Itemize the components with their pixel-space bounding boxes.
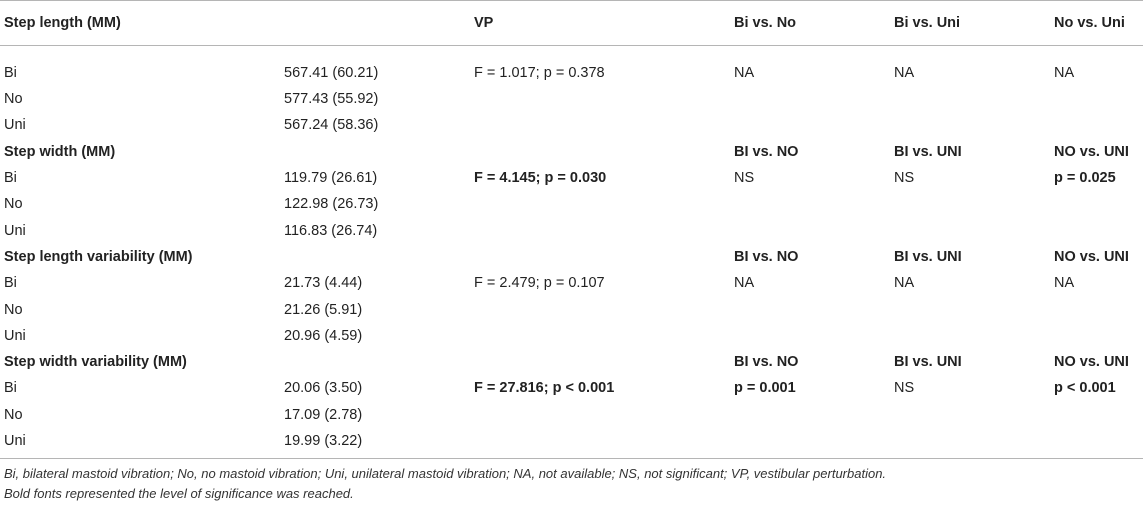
table-row	[0, 375, 1143, 401]
row-label: No	[4, 91, 23, 108]
row-mean: 21.26 (5.91)	[284, 301, 363, 318]
header-step-length: Step length (MM)	[0, 1, 280, 46]
section-no-vs-uni: NO vs. UNI	[1054, 248, 1129, 265]
row-vp: F = 4.145; p = 0.030	[474, 170, 607, 187]
row-bi-vs-uni: NA	[894, 275, 915, 292]
section-no-vs-uni: NO vs. UNI	[1054, 354, 1129, 371]
table-row	[0, 217, 1143, 243]
header-row	[0, 1, 1143, 46]
row-mean: 20.96 (4.59)	[284, 327, 363, 344]
row-label: Uni	[4, 433, 26, 449]
table-row	[0, 296, 1143, 322]
row-mean: 21.73 (4.44)	[284, 275, 363, 292]
row-vp: F = 2.479; p = 0.107	[474, 275, 605, 292]
section-title: Step width variability (MM)	[4, 354, 187, 371]
row-mean: 567.24 (58.36)	[284, 117, 379, 134]
row-label: Bi	[4, 380, 17, 397]
table-row	[0, 270, 1143, 296]
table-row	[0, 165, 1143, 191]
table-row	[0, 323, 1143, 349]
row-no-vs-uni: NA	[1054, 275, 1075, 292]
row-label: Bi	[4, 275, 17, 292]
section-bi-vs-no: BI vs. NO	[734, 354, 799, 371]
row-label: No	[4, 406, 23, 423]
row-label: No	[4, 301, 23, 318]
header-no-vs-uni: No vs. Uni	[1050, 1, 1143, 46]
table-row	[0, 112, 1143, 138]
row-bi-vs-uni: NA	[894, 65, 915, 81]
row-mean: 567.41 (60.21)	[284, 65, 379, 81]
row-bi-vs-no: NS	[734, 170, 755, 187]
row-mean: 119.79 (26.61)	[284, 170, 378, 187]
table-row	[0, 86, 1143, 112]
header-bi-vs-no: Bi vs. No	[730, 1, 890, 46]
row-no-vs-uni: NA	[1054, 65, 1075, 81]
section-title: Step width (MM)	[4, 143, 116, 160]
row-vp: F = 27.816; p < 0.001	[474, 380, 615, 397]
header-empty	[280, 1, 470, 46]
row-label: Bi	[4, 65, 17, 81]
row-mean: 122.98 (26.73)	[284, 196, 379, 213]
row-label: Bi	[4, 170, 17, 187]
header-bi-vs-uni: Bi vs. Uni	[890, 1, 1050, 46]
table-row	[0, 191, 1143, 217]
row-label: Uni	[4, 222, 26, 239]
table-row	[0, 402, 1143, 428]
row-vp: F = 1.017; p = 0.378	[474, 65, 605, 81]
row-label: Uni	[4, 327, 26, 344]
section-no-vs-uni: NO vs. UNI	[1054, 143, 1129, 160]
table-row	[0, 428, 1143, 460]
row-bi-vs-uni: NS	[894, 170, 915, 187]
row-mean: 20.06 (3.50)	[284, 380, 363, 397]
row-no-vs-uni: p < 0.001	[1054, 380, 1116, 397]
section-row	[0, 244, 1143, 270]
row-mean: 116.83 (26.74)	[284, 222, 378, 239]
row-bi-vs-uni: NS	[894, 380, 915, 397]
header-vp: VP	[470, 1, 730, 46]
row-mean: 17.09 (2.78)	[284, 406, 363, 423]
section-bi-vs-no: BI vs. NO	[734, 143, 799, 160]
row-bi-vs-no: NA	[734, 275, 755, 292]
section-bi-vs-uni: BI vs. UNI	[894, 248, 962, 265]
row-mean: 577.43 (55.92)	[284, 91, 379, 108]
section-bi-vs-uni: BI vs. UNI	[894, 354, 962, 371]
row-bi-vs-no: NA	[734, 65, 755, 81]
row-label: Uni	[4, 117, 26, 134]
table-bottom-rule	[0, 458, 1143, 459]
row-bi-vs-no: p = 0.001	[734, 380, 796, 397]
table-row	[0, 46, 1143, 87]
footnote-abbreviations: Bi, bilateral mastoid vibration; No, no mastoid vibration; Uni, unilateral mastoid vibration; NA, not available; NS, not significant; VP, vestibular perturbation.	[4, 466, 887, 481]
section-row	[0, 139, 1143, 165]
row-label: No	[4, 196, 23, 213]
section-bi-vs-no: BI vs. NO	[734, 248, 799, 265]
footnote-bold-meaning: Bold fonts represented the level of significance was reached.	[4, 486, 354, 501]
row-mean: 19.99 (3.22)	[284, 433, 363, 449]
section-title: Step length variability (MM)	[4, 248, 193, 265]
section-bi-vs-uni: BI vs. UNI	[894, 143, 962, 160]
section-row	[0, 349, 1143, 375]
row-no-vs-uni: p = 0.025	[1054, 170, 1116, 187]
